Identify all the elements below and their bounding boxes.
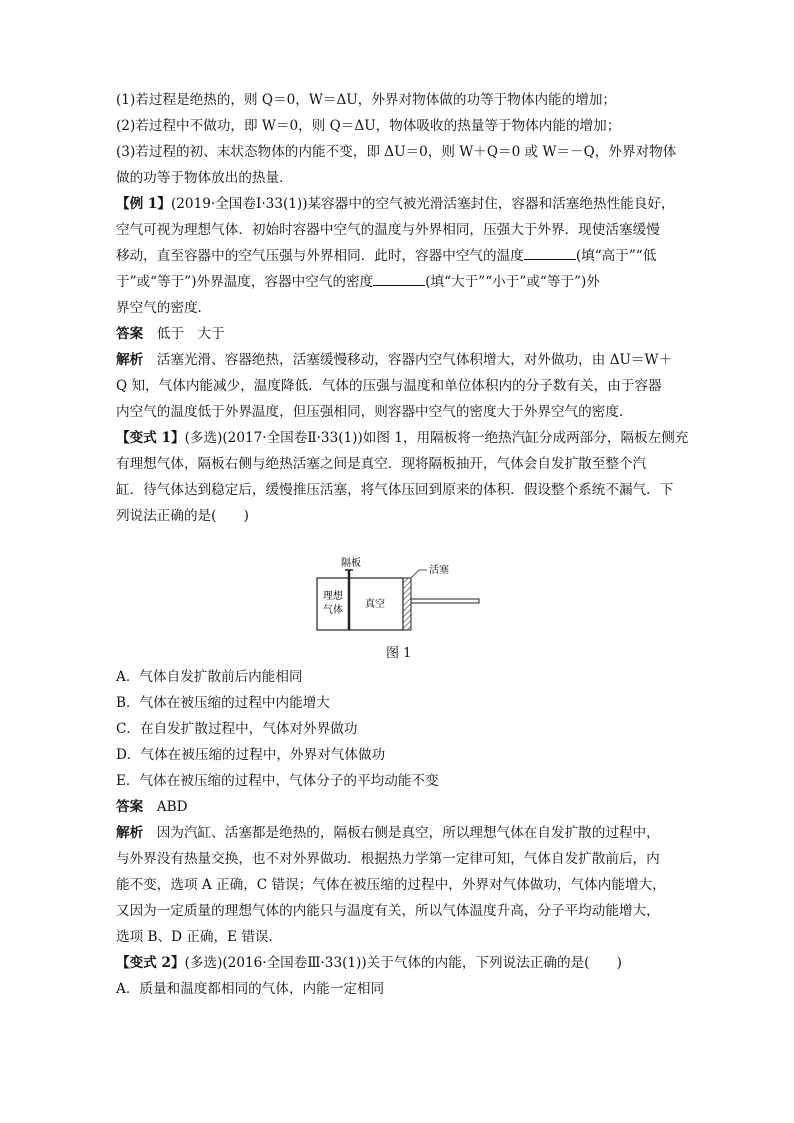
piston-leader — [411, 570, 427, 578]
analysis-line-3: 内空气的温度低于外界温度，但压强相同，则容器中空气的密度大于外界空气的密度． — [116, 404, 633, 420]
gas-label-1: 理想 — [323, 591, 343, 602]
text: (填“大于”“小于”或“等于”)外 — [425, 274, 600, 290]
answer-line — [116, 797, 188, 817]
text-line: 做的功等于物体放出的热量． — [116, 170, 293, 186]
gas-label-2: 气体 — [323, 605, 343, 616]
option-c: C．在自发扩散过程中，气体对外界做功 — [116, 721, 358, 737]
piston — [403, 578, 411, 630]
text: 于”或“等于”)外界温度，容器中空气的密度 — [116, 274, 374, 290]
option-b: B．气体在被压缩的过程中内能增大 — [116, 695, 330, 711]
option-e: E．气体在被压缩的过程中，气体分子的平均动能不变 — [116, 773, 439, 789]
answer-value: 低于 大于 — [156, 326, 225, 342]
text-line: (3)若过程的初、末状态物体的内能不变，即 ΔU＝0，则 W＋Q＝0 或 W＝－Q，外界对物体 — [116, 144, 677, 160]
example-1-line-3 — [116, 246, 656, 266]
analysis-line-1 — [116, 350, 672, 370]
analysis-line-4: 又因为一定质量的理想气体的内能只与温度有关，所以气体温度升高，分子平均动能增大， — [116, 903, 660, 919]
piston-rod — [411, 599, 479, 603]
figure-caption: 图 1 — [386, 646, 412, 661]
text: 因为汽缸、活塞都是绝热的，隔板右侧是真空，所以理想气体在自发扩散的过程中， — [156, 825, 660, 841]
answer-blank — [373, 273, 425, 286]
answer-label: 答案 — [116, 799, 144, 815]
text: (多选)(2017·全国卷Ⅱ·33(1))如图 1，用隔板将一绝热汽缸分成两部分，隔板左侧充 — [184, 430, 689, 446]
example-1-line-4 — [116, 272, 600, 292]
partition-label: 隔板 — [341, 558, 361, 569]
example-tag: 【例 1】 — [116, 196, 171, 212]
analysis-line-5: 选项 B、D 正确，E 错误． — [116, 929, 283, 945]
option-d: D．气体在被压缩的过程中，外界对气体做功 — [116, 747, 386, 763]
example-1-line-2: 空气可视为理想气体．初始时容器中空气的温度与外界相同，压强大于外界．现使活塞缓慢 — [116, 222, 660, 238]
answer-line — [116, 324, 225, 344]
example-1-line-5: 界空气的密度． — [116, 300, 212, 316]
analysis-label: 解析 — [116, 825, 144, 841]
analysis-line-3: 能不变，选项 A 正确，C 错误；气体在被压缩的过程中，外界对气体做功，气体内能增大， — [116, 877, 666, 893]
analysis-line-2: 与外界没有热量交换，也不对外界做功．根据热力学第一定律可知，气体自发扩散前后，内 — [116, 851, 660, 867]
analysis-line-1 — [116, 823, 660, 843]
text: (2019·全国卷Ⅰ·33(1))某容器中的空气被光滑活塞封住，容器和活塞绝热性能良好， — [170, 196, 675, 212]
variant-tag: 【变式 2】 — [116, 955, 185, 971]
cylinder-body — [317, 578, 403, 630]
answer-blank — [524, 247, 576, 260]
example-1-line-1 — [116, 194, 675, 214]
option-a: A．质量和温度都相同的气体，内能一定相同 — [116, 981, 385, 997]
variant-1-line-4: 列说法正确的是( ) — [116, 508, 249, 524]
answer-label: 答案 — [116, 326, 144, 342]
cylinder-diagram — [311, 556, 491, 636]
answer-value: ABD — [156, 799, 188, 815]
text: (填“高于”“低 — [575, 248, 657, 264]
variant-1-line-2: 有理想气体，隔板右侧与绝热活塞之间是真空．现将隔板抽开，气体会自发扩散至整个汽 — [116, 456, 647, 472]
text: (多选)(2016·全国卷Ⅲ·33(1))关于气体的内能，下列说法正确的是( ) — [184, 955, 622, 971]
option-a: A．气体自发扩散前后内能相同 — [116, 669, 303, 685]
text-line: (1)若过程是绝热的，则 Q＝0，W＝ΔU，外界对物体做的功等于物体内能的增加； — [116, 92, 617, 108]
text-line: (2)若过程中不做功，即 W＝0，则 Q＝ΔU，物体吸收的热量等于物体内能的增加； — [116, 118, 621, 134]
text: 活塞光滑、容器绝热，活塞缓慢移动，容器内空气体积增大，对外做功，由 ΔU＝W＋ — [156, 352, 673, 368]
piston-label: 活塞 — [429, 565, 449, 576]
variant-2-line-1 — [116, 953, 622, 973]
vacuum-label: 真空 — [365, 599, 385, 610]
variant-1-line-3: 缸．待气体达到稳定后，缓慢推压活塞，将气体压回到原来的体积．假设整个系统不漏气．下 — [116, 482, 674, 498]
variant-tag: 【变式 1】 — [116, 430, 185, 446]
analysis-line-2: Q 知，气体内能减少，温度降低．气体的压强与温度和单位体积内的分子数有关，由于容器 — [116, 378, 662, 394]
text: 移动，直至容器中的空气压强与外界相同．此时，容器中空气的温度 — [116, 248, 524, 264]
variant-1-line-1 — [116, 428, 688, 448]
analysis-label: 解析 — [116, 352, 144, 368]
